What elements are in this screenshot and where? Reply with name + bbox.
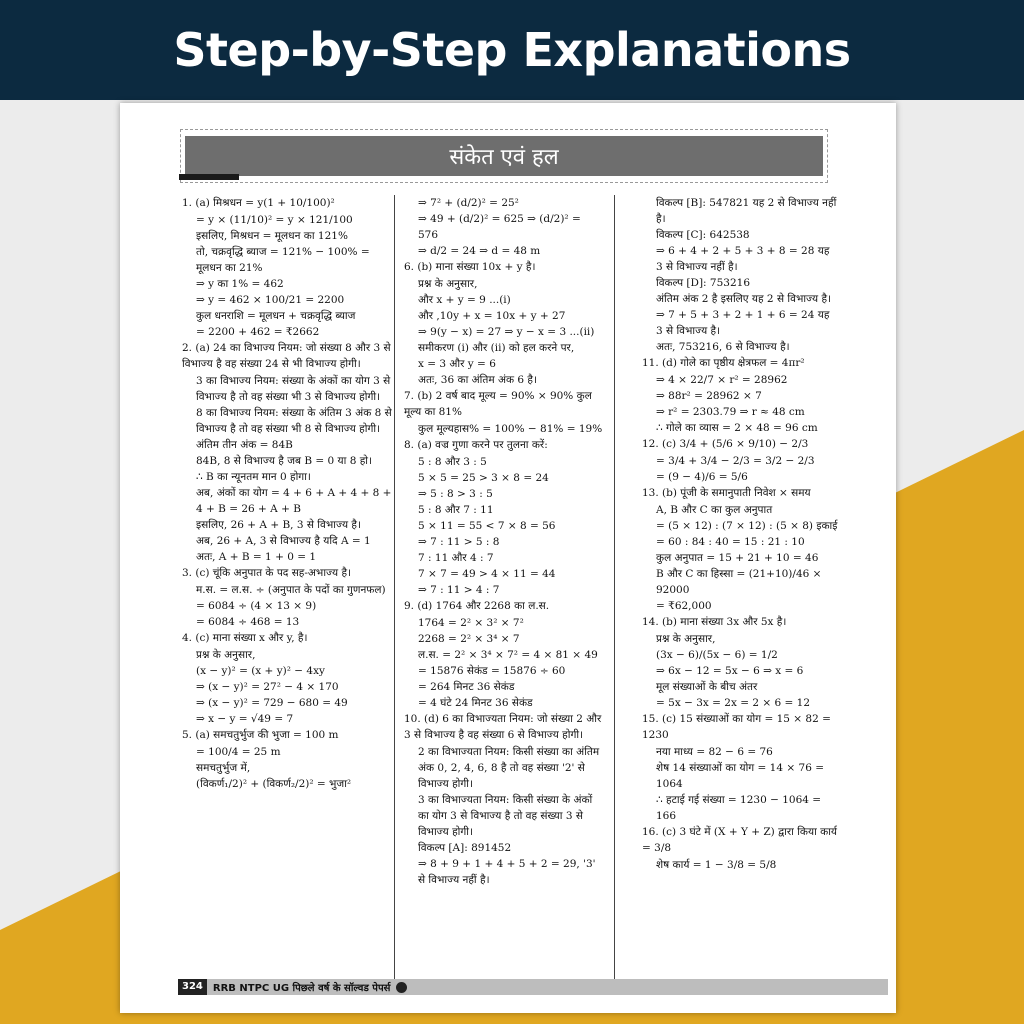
solution-line: ⇒ y = 462 × 100/21 = 2200 <box>196 294 345 306</box>
solution-line: ⇒ 7 : 11 > 5 : 8 <box>418 536 500 548</box>
solution-line: अंतिम अंक 2 है इसलिए यह 2 से विभाज्य है। <box>656 293 832 305</box>
solution-line: ⇒ (x − y)² = 27² − 4 × 170 <box>196 681 339 693</box>
solution-line: = ₹62,000 <box>656 600 712 612</box>
solution-line: 11. (d) गोले का पृष्ठीय क्षेत्रफल = 4πr² <box>642 357 805 369</box>
solution-line: विकल्प [C]: 642538 <box>656 229 750 241</box>
solution-line: और ,10y + x = 10x + y + 27 <box>418 310 566 322</box>
book-page <box>120 103 896 1013</box>
solution-line: अंतिम तीन अंक = 84B <box>196 439 293 451</box>
solution-line: (x − y)² = (x + y)² − 4xy <box>196 665 325 677</box>
solution-line: ल.स. = 2² × 3⁴ × 7² = 4 × 81 × 49 <box>418 649 598 661</box>
solution-line: = 5x − 3x = 2x = 2 × 6 = 12 <box>656 697 811 709</box>
solution-line: विकल्प [A]: 891452 <box>418 842 512 854</box>
solution-line: ⇒ 7 + 5 + 3 + 2 + 1 + 6 = 24 यह 3 से विभाज्य है। <box>656 309 830 337</box>
column-3 <box>642 195 838 955</box>
solution-line: (3x − 6)/(5x − 6) = 1/2 <box>656 649 778 661</box>
solution-line: समचतुर्भुज में, <box>196 762 251 774</box>
solution-line: ⇒ r² = 2303.79 ⇒ r ≈ 48 cm <box>656 406 805 418</box>
solution-line: = 4 घंटे 24 मिनट 36 सेकंड <box>418 697 533 709</box>
solution-line: प्रश्न के अनुसार, <box>418 278 478 290</box>
solution-line: अतः, 753216, 6 से विभाज्य है। <box>656 341 790 353</box>
solution-line: ⇒ 4 × 22/7 × r² = 28962 <box>656 374 788 386</box>
solution-line: 3 का विभाज्य नियम: संख्या के अंकों का योग 3 से विभाज्य है तो वह संख्या भी 3 से विभाज्य होगी। <box>196 375 391 403</box>
solution-line: 7. (b) 2 वर्ष बाद मूल्य = 90% × 90% कुल मूल्य का 81% <box>404 390 592 418</box>
solution-line: अतः, A + B = 1 + 0 = 1 <box>196 551 317 563</box>
solution-line: ⇒ 49 + (d/2)² = 625 ⇒ (d/2)² = 576 <box>418 213 581 241</box>
banner-title: Step-by-Step Explanations <box>173 23 851 77</box>
solution-line: 5 × 11 = 55 < 7 × 8 = 56 <box>418 520 556 532</box>
solution-line: कुल अनुपात = 15 + 21 + 10 = 46 <box>656 552 819 564</box>
solution-line: 4. (c) माना संख्या x और y, है। <box>182 632 308 644</box>
solution-line: 14. (b) माना संख्या 3x और 5x है। <box>642 616 787 628</box>
solution-line: समीकरण (i) और (ii) को हल करने पर, <box>418 342 575 354</box>
solution-line: = 15876 सेकंड = 15876 ÷ 60 <box>418 665 566 677</box>
solution-line: इसलिए, 26 + A + B, 3 से विभाज्य है। <box>196 519 361 531</box>
solution-line: = 3/4 + 3/4 − 2/3 = 3/2 − 2/3 <box>656 455 815 467</box>
solution-line: 6. (b) माना संख्या 10x + y है। <box>404 261 536 273</box>
solution-line: = 6084 ÷ 468 = 13 <box>196 616 300 628</box>
solution-line: ⇒ 9(y − x) = 27 ⇒ y − x = 3 ...(ii) <box>418 326 595 338</box>
solution-line: विकल्प [B]: 547821 यह 2 से विभाज्य नहीं है। <box>656 197 837 225</box>
solution-line: 5 : 8 और 7 : 11 <box>418 504 494 516</box>
solution-line: 5 : 8 और 3 : 5 <box>418 456 487 468</box>
solution-line: अब, 26 + A, 3 से विभाज्य है यदि A = 1 <box>196 535 371 547</box>
solution-line: 1. (a) मिश्रधन = y(1 + 10/100)² <box>182 197 335 209</box>
solution-line: 3. (c) चूंकि अनुपात के पद सह-अभाज्य है। <box>182 567 352 579</box>
solution-line: 7 : 11 और 4 : 7 <box>418 552 494 564</box>
solution-line: 2268 = 2² × 3⁴ × 7 <box>418 633 520 645</box>
solution-line: 9. (d) 1764 और 2268 का ल.स. <box>404 600 550 612</box>
solution-line: मूल संख्याओं के बीच अंतर <box>656 681 758 693</box>
solution-line: 8 का विभाज्य नियम: संख्या के अंतिम 3 अंक 8 से विभाज्य है तो वह संख्या भी 8 से विभाज्य होगी। <box>196 407 392 435</box>
section-header <box>180 129 828 183</box>
solution-line: ⇒ 6x − 12 = 5x − 6 ⇒ x = 6 <box>656 665 804 677</box>
solution-line: शेष कार्य = 1 − 3/8 = 5/8 <box>656 859 777 871</box>
solution-line: 84B, 8 से विभाज्य है जब B = 0 या 8 हो। <box>196 455 372 467</box>
solution-line: ⇒ x − y = √49 = 7 <box>196 713 294 725</box>
solution-line: 2 का विभाज्यता नियम: किसी संख्या का अंतिम अंक 0, 2, 4, 6, 8 है तो वह संख्या '2' से विभाज्य होगी। <box>418 746 600 790</box>
solution-line: ⇒ 7 : 11 > 4 : 7 <box>418 584 500 596</box>
solution-line: = 100/4 = 25 m <box>196 746 281 758</box>
solution-line: 1764 = 2² × 3² × 7² <box>418 617 524 629</box>
solution-line: ⇒ 6 + 4 + 2 + 5 + 3 + 8 = 28 यह 3 से विभाज्य नहीं है। <box>656 245 830 273</box>
footer-title: RRB NTPC UG पिछले वर्ष के सॉल्वड पेपर्स <box>212 983 391 994</box>
solution-line: प्रश्न के अनुसार, <box>196 649 256 661</box>
solution-line: 12. (c) 3/4 + (5/6 × 9/10) − 2/3 <box>642 438 809 450</box>
solution-line: 2. (a) 24 का विभाज्य नियम: जो संख्या 8 और 3 से विभाज्य है वह संख्या 24 से भी विभाज्य होगी। <box>182 342 391 370</box>
publisher-logo-icon <box>396 982 407 993</box>
solution-line: = 264 मिनट 36 सेकंड <box>418 681 515 693</box>
solution-line: 8. (a) वज्र गुणा करने पर तुलना करें: <box>404 439 548 451</box>
solution-line: अब, अंकों का योग = 4 + 6 + A + 4 + 8 + 4 + B = 26 + A + B <box>196 487 392 515</box>
solution-line: 10. (d) 6 का विभाज्यता नियम: जो संख्या 2 और 3 से विभाज्य है वह संख्या 6 से विभाज्य होगी। <box>404 713 602 741</box>
solution-line: और x + y = 9 ...(i) <box>418 294 511 306</box>
column-divider <box>614 195 615 985</box>
solution-line: ⇒ 5 : 8 > 3 : 5 <box>418 488 493 500</box>
solution-line: शेष 14 संख्याओं का योग = 14 × 76 = 1064 <box>656 762 825 790</box>
page-footer <box>178 979 888 995</box>
solution-line: ∴ गोले का व्यास = 2 × 48 = 96 cm <box>656 422 818 434</box>
solution-line: 16. (c) 3 घंटे में (X + Y + Z) द्वारा किया कार्य = 3/8 <box>642 826 838 854</box>
header-decoration <box>179 174 239 180</box>
solution-line: 5 × 5 = 25 > 3 × 8 = 24 <box>418 472 549 484</box>
solution-line: = (9 − 4)/6 = 5/6 <box>656 471 748 483</box>
solution-line: इसलिए, मिश्रधन = मूलधन का 121% <box>196 230 348 242</box>
section-header-bar: संकेत एवं हल <box>185 136 823 176</box>
solution-line: = 2200 + 462 = ₹2662 <box>196 326 320 338</box>
solution-line: नया माध्य = 82 − 6 = 76 <box>656 746 773 758</box>
solution-line: कुल धनराशि = मूलधन + चक्रवृद्धि ब्याज <box>196 310 356 322</box>
solution-line: B और C का हिस्सा = (21+10)/46 × 92000 <box>656 568 822 596</box>
solution-line: तो, चक्रवृद्धि ब्याज = 121% − 100% = मूलधन का 21% <box>196 246 370 274</box>
solution-line: ⇒ 8 + 9 + 1 + 4 + 5 + 2 = 29, '3' से विभाज्य नहीं है। <box>418 858 596 886</box>
solution-line: ∴ B का न्यूनतम मान 0 होगा। <box>196 471 311 483</box>
solution-line: = 6084 ÷ (4 × 13 × 9) <box>196 600 317 612</box>
page-number: 324 <box>178 979 207 995</box>
solution-line: प्रश्न के अनुसार, <box>656 633 716 645</box>
solution-line: ⇒ (x − y)² = 729 − 680 = 49 <box>196 697 348 709</box>
column-2 <box>404 195 604 955</box>
solution-line: 3 का विभाज्यता नियम: किसी संख्या के अंकों का योग 3 से विभाज्य है तो वह संख्या 3 से विभाज्य होगी। <box>418 794 593 838</box>
solution-line: कुल मूल्यहास% = 100% − 81% = 19% <box>418 423 603 435</box>
solution-line: = y × (11/10)² = y × 121/100 <box>196 214 353 226</box>
solution-line: विकल्प [D]: 753216 <box>656 277 750 289</box>
solution-line: ⇒ 7² + (d/2)² = 25² <box>418 197 519 209</box>
solution-line: 5. (a) समचतुर्भुज की भुजा = 100 m <box>182 729 339 741</box>
solution-line: ⇒ d/2 = 24 ⇒ d = 48 m <box>418 245 541 257</box>
title-banner <box>0 0 1024 100</box>
solution-line: 13. (b) पूंजी के समानुपाती निवेश × समय <box>642 487 811 499</box>
solution-line: 7 × 7 = 49 > 4 × 11 = 44 <box>418 568 556 580</box>
solution-line: x = 3 और y = 6 <box>418 358 496 370</box>
solution-line: ⇒ y का 1% = 462 <box>196 278 284 290</box>
solution-line: A, B और C का कुल अनुपात <box>656 504 773 516</box>
solution-line: 15. (c) 15 संख्याओं का योग = 15 × 82 = 1230 <box>642 713 831 741</box>
solution-line: ⇒ 88r² = 28962 × 7 <box>656 390 762 402</box>
solutions-columns <box>182 195 842 955</box>
column-1 <box>182 195 394 955</box>
column-divider <box>394 195 395 985</box>
solution-line: अतः, 36 का अंतिम अंक 6 है। <box>418 374 537 386</box>
solution-line: (विकर्ण₁/2)² + (विकर्ण₂/2)² = भुजा² <box>196 778 352 790</box>
solution-line: = 60 : 84 : 40 = 15 : 21 : 10 <box>656 536 805 548</box>
solution-line: = (5 × 12) : (7 × 12) : (5 × 8) इकाई <box>656 520 838 532</box>
solution-line: म.स. = ल.स. ÷ (अनुपात के पदों का गुणनफल) <box>196 584 386 596</box>
solution-line: ∴ हटाई गई संख्या = 1230 − 1064 = 166 <box>656 794 822 822</box>
